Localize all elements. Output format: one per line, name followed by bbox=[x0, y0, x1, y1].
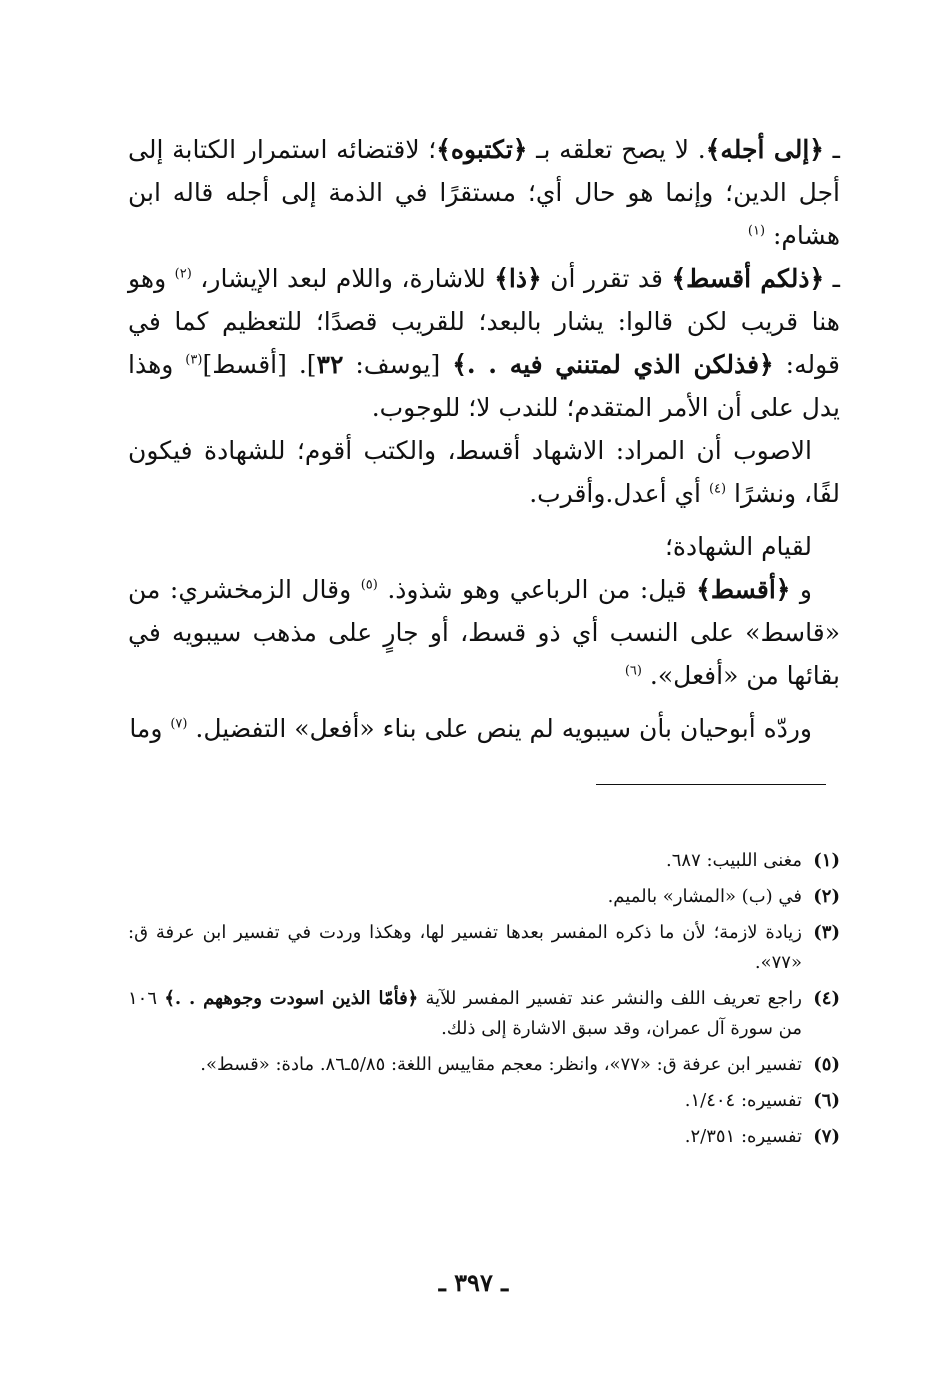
footnote-ref: (٤) bbox=[708, 481, 727, 497]
footnote-number: (٢) bbox=[813, 886, 840, 907]
text-run: تفسير ابن عرفة ق: «٧٧»، وانظر: معجم مقاييس اللغة: ٥/٨٥ـ٨٦. مادة: «قسط». bbox=[200, 1054, 802, 1075]
footnote-separator bbox=[596, 784, 826, 785]
text-run: للاشارة، واللام لبعد الإيشار، bbox=[191, 264, 495, 293]
text-run: لقيام الشهادة؛ bbox=[664, 532, 812, 561]
footnote-2 bbox=[128, 882, 840, 912]
text-run: وما bbox=[129, 714, 171, 743]
footnote-text bbox=[128, 918, 802, 978]
paragraph-4 bbox=[128, 525, 840, 568]
footnote-number: (٣) bbox=[813, 922, 840, 943]
quran-quote: ﴿فأمّا الذين اسودت وجوههم . .﴾ bbox=[164, 988, 419, 1009]
text-run: وهو هنا قريب لكن قالوا: يشار بالبعد؛ للقريب قصدًا؛ للتعظيم كما في قوله: bbox=[128, 264, 840, 379]
quran-quote: ﴿ذلكم أقسط﴾ bbox=[671, 264, 825, 293]
footnote-number: (٥) bbox=[813, 1054, 840, 1075]
text-run: [يوسف: bbox=[343, 350, 453, 379]
footnotes bbox=[128, 846, 840, 1158]
footnote-number: (٧) bbox=[813, 1126, 840, 1147]
paragraph-2 bbox=[128, 257, 840, 429]
quran-quote: ﴿إلى أجله﴾ bbox=[705, 135, 824, 164]
footnote-ref: (٥) bbox=[360, 577, 378, 593]
text-run: ـ bbox=[823, 135, 841, 164]
text-run: ١٠٦ من سورة آل عمران، وقد سبق الاشارة إلى ذلك. bbox=[128, 988, 802, 1039]
text-run: أي أعدل.وأقرب. bbox=[529, 479, 709, 508]
paragraph-5 bbox=[128, 568, 840, 697]
footnote-6 bbox=[128, 1086, 840, 1116]
text-run: وهذا يدل على أن الأمر المتقدم؛ للندب لا؛ للوجوب. bbox=[128, 350, 840, 422]
text-run: تفسيره: ١/٤٠٤. bbox=[684, 1090, 802, 1111]
footnote-ref: (٣) bbox=[185, 352, 203, 368]
text-run: وقال الزمخشري: من «قاسط» على النسب أي ذو قسط، أو جارٍ على مذهب سيبويه في بقائها من «أفعل». bbox=[128, 575, 840, 690]
text-run: ـ bbox=[824, 264, 841, 293]
text-run: و bbox=[790, 575, 812, 604]
text-run: الاصوب أن المراد: الاشهاد أقسط، والكتب أقوم؛ للشهادة فيكون لفًا، ونشرًا bbox=[128, 436, 840, 508]
footnote-ref: (٧) bbox=[170, 716, 188, 732]
footnote-4 bbox=[128, 984, 840, 1044]
footnote-text bbox=[128, 882, 802, 912]
text-run: ؛ لاقتضائه استمرار الكتابة إلى أجل الدين؛ وإنما هو حال أي؛ مستقرًا في الذمة إلى أجله قاله ابن هشام: bbox=[128, 135, 840, 250]
footnote-text bbox=[128, 1122, 802, 1152]
paragraph-6 bbox=[128, 707, 840, 750]
quran-quote: ﴿تكتبوه﴾ bbox=[436, 135, 528, 164]
footnote-ref: (١) bbox=[747, 223, 766, 239]
footnote-5 bbox=[128, 1050, 840, 1080]
quran-quote: ﴿ذا﴾ bbox=[494, 264, 542, 293]
text-run: راجع تعريف اللف والنشر عند تفسير المفسر للآية bbox=[418, 988, 802, 1009]
footnote-number: (١) bbox=[813, 850, 840, 871]
footnote-text bbox=[128, 984, 802, 1044]
text-run: زيادة لازمة؛ لأن ما ذكره المفسر بعدها تفسير لها، وهكذا وردت في تفسير ابن عرفة ق: «٧٧». bbox=[128, 922, 802, 973]
text-run: تفسيره: ٢/٣٥١. bbox=[684, 1126, 802, 1147]
text-run: قد تقرر أن bbox=[541, 264, 672, 293]
text-run: ]. [أقسط] bbox=[202, 350, 317, 379]
footnote-text bbox=[128, 1086, 802, 1116]
quran-quote: ﴿أقسط﴾ bbox=[696, 575, 791, 604]
text-run: قيل: من الرباعي وهو شذوذ. bbox=[377, 575, 697, 604]
footnote-text bbox=[128, 846, 802, 876]
paragraph-3 bbox=[128, 429, 840, 515]
text-run: مغنى اللبيب: ٦٨٧. bbox=[666, 850, 802, 871]
quran-quote: ﴿فذلكن الذي لمتنني فيه . .﴾ bbox=[452, 350, 774, 379]
text-run: . لا يصح تعلقه بـ bbox=[527, 135, 706, 164]
footnote-3 bbox=[128, 918, 840, 978]
text-run: وردّه أبوحيان بأن سيبويه لم ينص على بناء «أفعل» التفضيل. bbox=[187, 714, 812, 743]
paragraph-1 bbox=[128, 128, 840, 257]
text-run: في (ب) «المشار» بالميم. bbox=[607, 886, 802, 907]
footnote-1 bbox=[128, 846, 840, 876]
footnote-ref: (٦) bbox=[624, 663, 642, 679]
footnote-number: (٤) bbox=[813, 988, 840, 1009]
main-text bbox=[128, 128, 840, 750]
footnote-ref: (٢) bbox=[174, 266, 192, 282]
footnote-number: (٦) bbox=[813, 1090, 840, 1111]
footnote-7 bbox=[128, 1122, 840, 1152]
page-number: ـ ٣٩٧ ـ bbox=[438, 1268, 509, 1297]
footnote-text bbox=[128, 1050, 802, 1080]
verse-number: ٣٢ bbox=[316, 350, 344, 379]
